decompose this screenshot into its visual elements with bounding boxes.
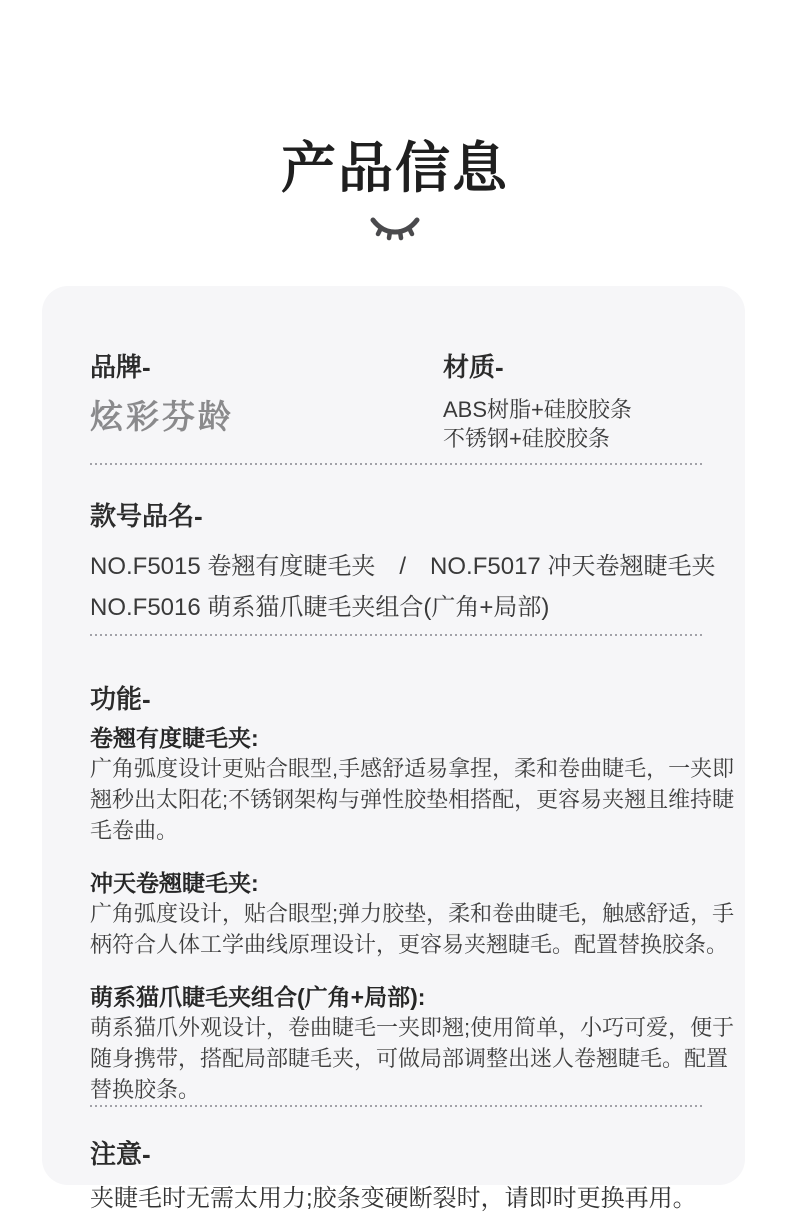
title-icon-wrap [0,214,790,244]
feature-description: 广角弧度设计更贴合眼型,手感舒适易拿捏，柔和卷曲睫毛，一夹即翘秒出太阳花;不锈钢架构与弹性胶垫相搭配，更容易夹翘且维持睫毛卷曲。 [90,756,735,843]
model-section [90,501,730,628]
brand-section [90,352,443,453]
feature-title: 冲天卷翘睫毛夹: [90,870,259,896]
model-line: NO.F5016 萌系猫爪睫毛夹组合(广角+局部) [90,594,550,621]
dotted-divider [90,463,704,465]
features-label: 功能- [90,684,151,714]
feature-item [90,723,735,846]
notice-text: 夹睫毛时无需太用力;胶条变硬断裂时，请即时更换再用。 [90,1185,697,1212]
closed-eye-lash-icon [368,214,422,242]
material-lines [443,395,730,453]
brand-logo: 炫彩芬龄 [90,398,234,435]
feature-title: 萌系猫爪睫毛夹组合(广角+局部): [90,984,426,1010]
material-section [443,352,730,453]
model-line: NO.F5015 卷翘有度睫毛夹 / NO.F5017 冲天卷翘睫毛夹 [90,553,716,580]
dotted-divider [90,1105,704,1107]
dotted-divider [90,634,704,636]
feature-item [90,982,735,1105]
model-label: 款号品名- [90,501,203,531]
brand-material-row [90,352,730,453]
material-label: 材质- [443,352,504,382]
material-line: ABS树脂+硅胶胶条 [443,397,632,422]
feature-item [90,868,735,960]
material-line: 不锈钢+硅胶胶条 [443,426,610,451]
model-lines [90,546,730,628]
feature-title: 卷翘有度睫毛夹: [90,725,259,751]
feature-description: 广角弧度设计，贴合眼型;弹力胶垫，柔和卷曲睫毛，触感舒适，手柄符合人体工学曲线原理设计，更容易夹翘睫毛。配置替换胶条。 [90,901,735,957]
product-info-card [42,286,745,1212]
notice-label: 注意- [90,1139,151,1169]
feature-description: 萌系猫爪外观设计，卷曲睫毛一夹即翘;使用简单，小巧可爱，便于随身携带，搭配局部睫毛夹，可做局部调整出迷人卷翘睫毛。配置替换胶条。 [90,1015,735,1102]
features-section [90,684,735,1105]
notice-section [90,1139,730,1216]
page-title: 产品信息 [280,137,509,199]
brand-label: 品牌- [90,352,151,382]
